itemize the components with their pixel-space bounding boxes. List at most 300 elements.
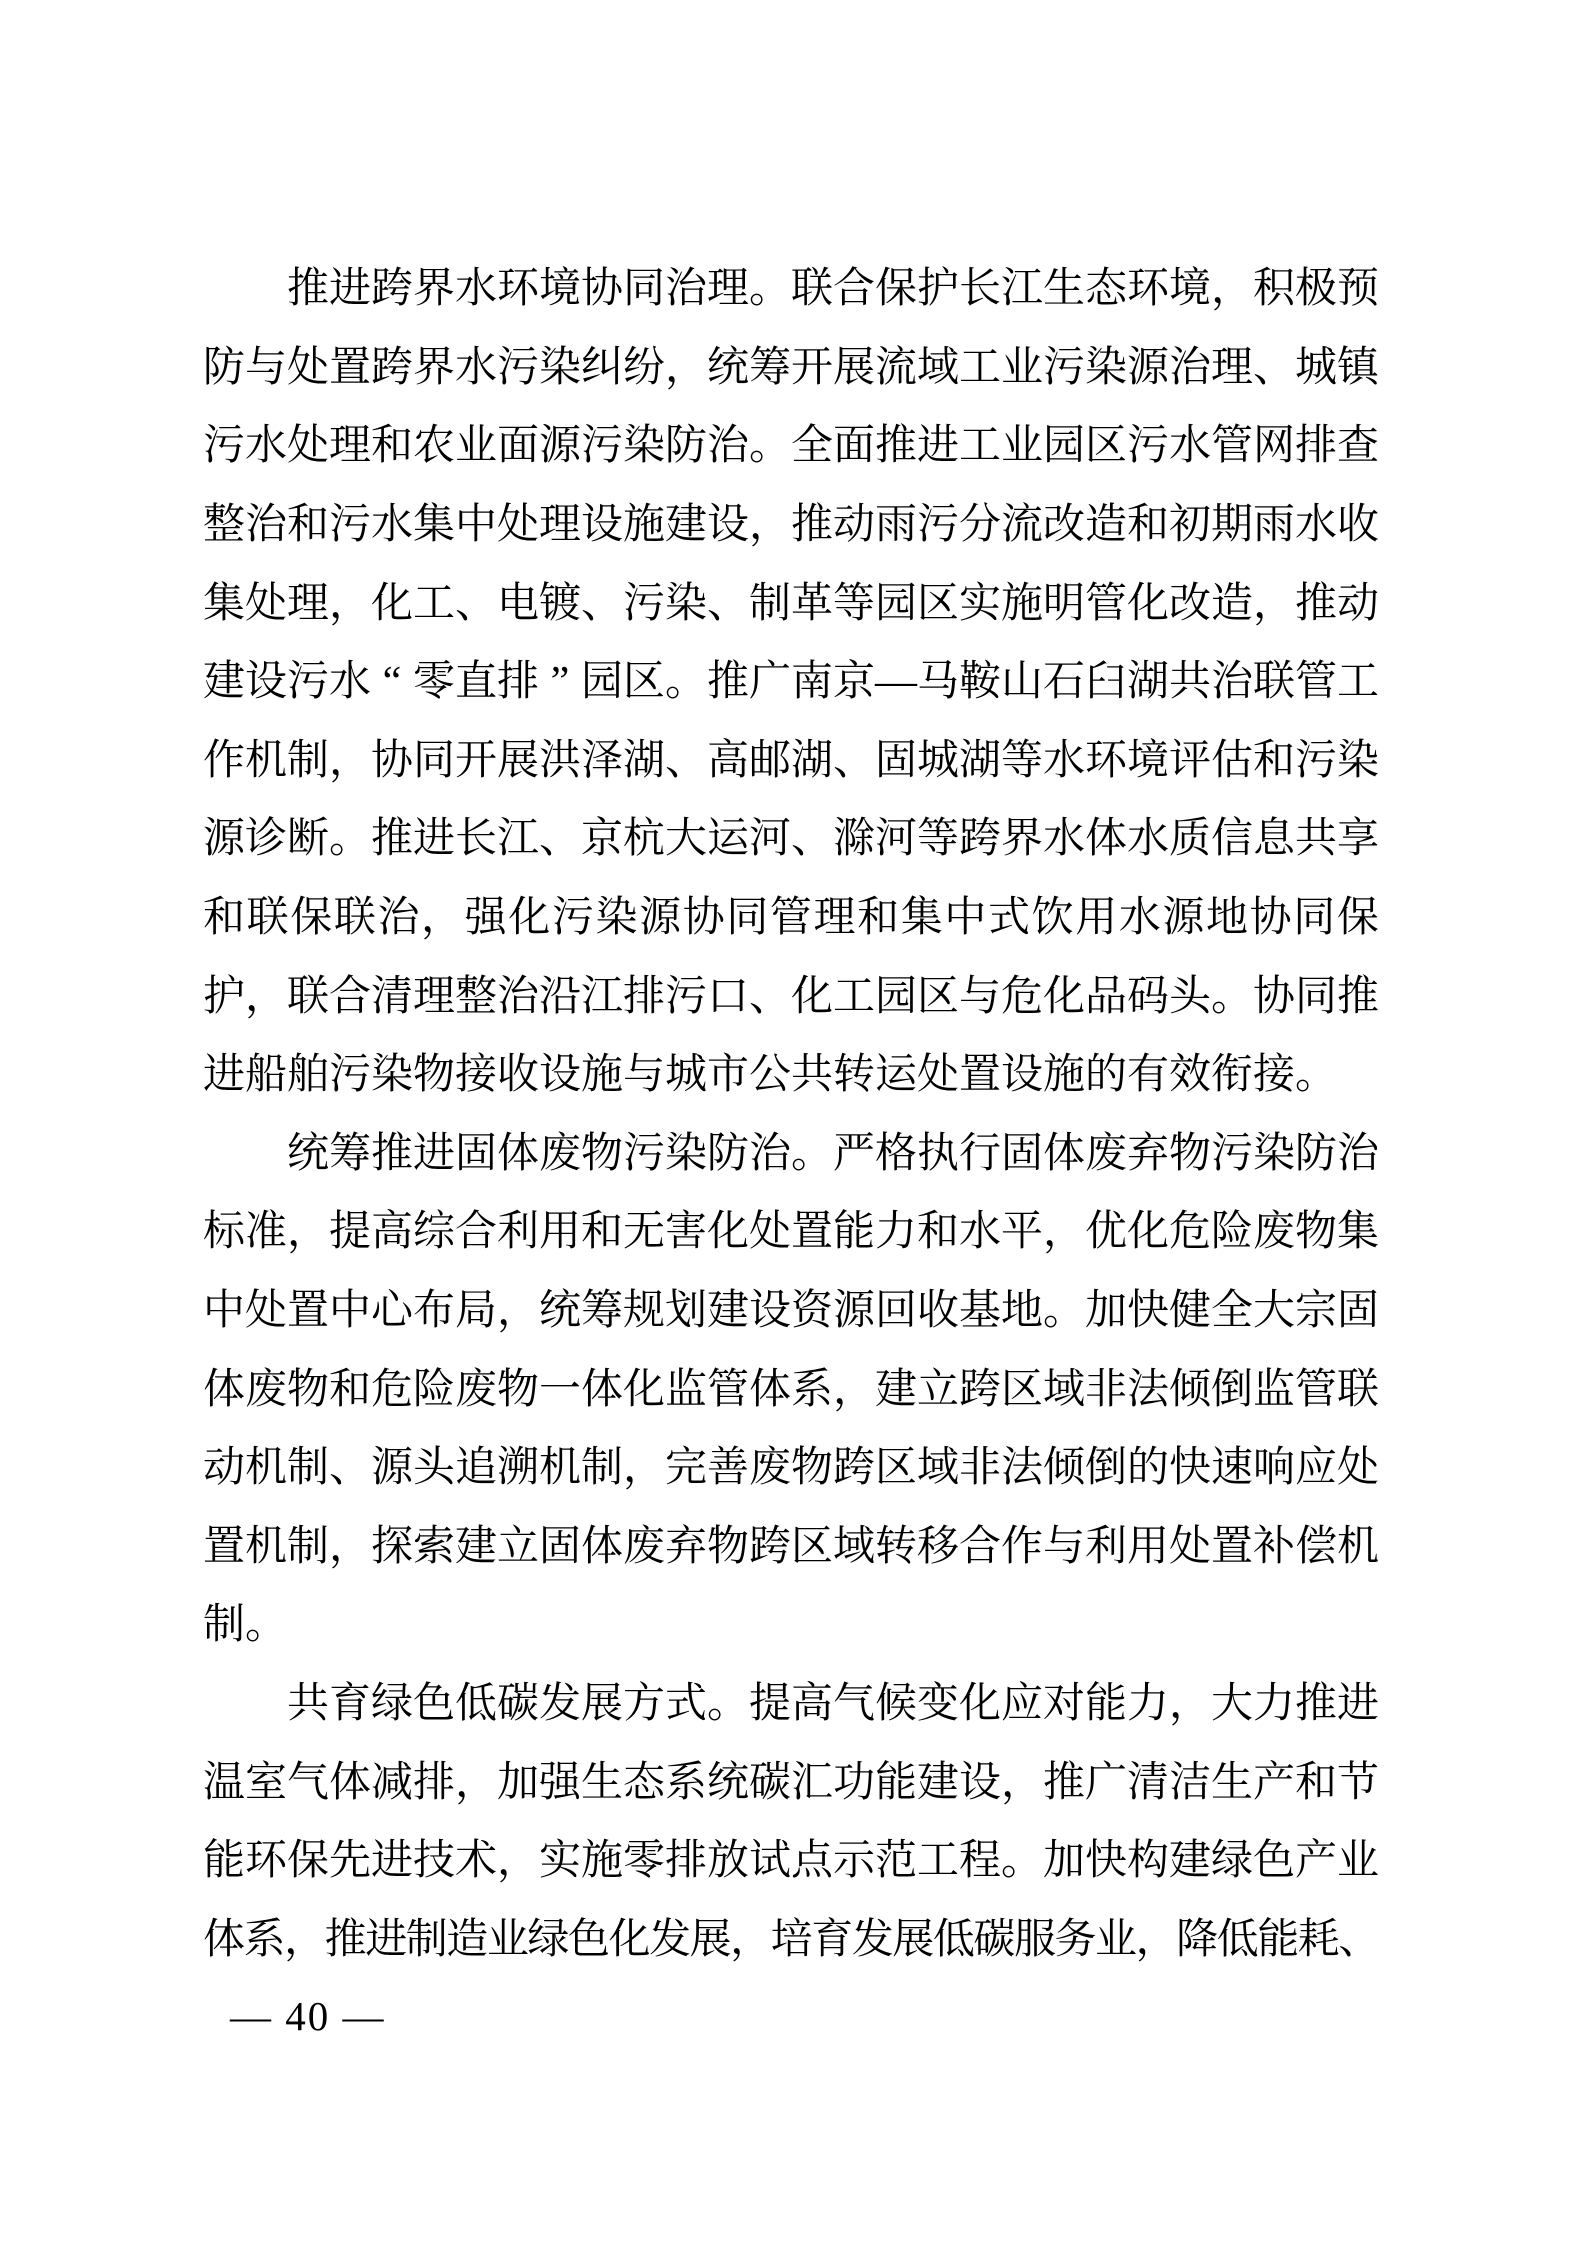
character-cell: 危 [371, 1366, 414, 1413]
character-cell: 区 [917, 580, 960, 627]
character-cell: 加 [1085, 1288, 1128, 1335]
character-cell: 态 [1085, 266, 1128, 313]
character-cell: 区 [1085, 423, 1128, 470]
character-cell: 南 [791, 659, 834, 706]
text-line [203, 1193, 1379, 1272]
character-cell: 固 [875, 737, 918, 784]
character-cell: 污 [623, 1130, 666, 1177]
character-cell: 清 [1127, 1759, 1170, 1806]
character-cell: 和 [371, 423, 414, 470]
character-cell: 园 [581, 659, 624, 706]
character-cell: 物 [287, 1366, 330, 1413]
character-cell: 快 [1085, 1838, 1128, 1885]
character-cell: 险 [413, 1366, 456, 1413]
character-cell: ， [497, 1838, 540, 1885]
character-cell: 试 [749, 1838, 792, 1885]
character-cell: 石 [1043, 659, 1086, 706]
character-cell: 与 [245, 344, 288, 391]
character-cell: 物 [707, 1523, 750, 1570]
character-cell: 制 [287, 1445, 330, 1492]
character-cell: 广 [749, 659, 792, 706]
character-cell: 口 [707, 973, 750, 1020]
character-cell: 固 [539, 1523, 582, 1570]
character-cell: 对 [1043, 1680, 1086, 1727]
character-cell: 索 [413, 1523, 456, 1570]
character-cell: ， [749, 502, 792, 549]
character-cell: 提 [749, 1680, 792, 1727]
character-cell: 收 [1337, 502, 1380, 549]
character-cell: 信 [1211, 816, 1254, 863]
character-cell: 优 [1085, 1209, 1128, 1256]
character-cell: 推 [371, 1130, 414, 1177]
character-cell: 舶 [287, 1052, 330, 1099]
character-cell: 、 [665, 737, 708, 784]
character-cell: ， [455, 1759, 498, 1806]
character-cell: 展 [581, 1680, 624, 1727]
character-cell: 建 [1169, 1838, 1212, 1885]
character-cell: 的 [1085, 1052, 1128, 1099]
character-cell: 山 [1001, 659, 1044, 706]
character-cell: 划 [665, 1288, 708, 1335]
character-cell: 污 [329, 502, 372, 549]
text-line [203, 1665, 1379, 1744]
character-cell: 进 [413, 816, 456, 863]
character-cell: 规 [623, 1288, 666, 1335]
character-cell: 作 [203, 737, 246, 784]
character-cell: 区 [623, 659, 666, 706]
character-cell: 保 [290, 895, 333, 942]
character-cell: 施 [581, 1838, 624, 1885]
paragraph [203, 1665, 1379, 1979]
character-cell: 防 [665, 423, 708, 470]
character-cell: 体 [1085, 816, 1128, 863]
character-cell: ， [1211, 266, 1254, 313]
character-cell: 沿 [539, 973, 582, 1020]
character-cell: 实 [539, 1838, 582, 1885]
character-cell: 分 [959, 502, 1002, 549]
character-cell: 联 [791, 266, 834, 313]
character-cell: 和 [581, 1209, 624, 1256]
character-cell: 减 [371, 1759, 414, 1806]
character-cell: 先 [329, 1838, 372, 1885]
character-cell: 染 [539, 344, 582, 391]
character-cell: 污 [1127, 423, 1170, 470]
character-cell: 筹 [749, 344, 792, 391]
character-cell: 造 [1085, 502, 1128, 549]
character-cell: 物 [581, 1130, 624, 1177]
character-cell: 化 [371, 580, 414, 627]
character-cell: 物 [497, 1366, 540, 1413]
character-cell: 期 [1211, 502, 1254, 549]
character-cell: 体 [329, 1759, 372, 1806]
character-cell: 明 [1043, 580, 1086, 627]
character-cell: 严 [833, 1130, 876, 1177]
text-line [203, 250, 1379, 329]
character-cell: 完 [665, 1445, 708, 1492]
character-cell: 综 [413, 1209, 456, 1256]
character-cell: 局 [455, 1288, 498, 1335]
character-cell: 、 [707, 580, 750, 627]
character-cell: 理 [539, 502, 582, 549]
character-cell: 立 [917, 1366, 960, 1413]
character-cell: 染 [595, 895, 638, 942]
character-cell: 动 [833, 502, 876, 549]
character-cell: 湖 [623, 737, 666, 784]
character-cell: 整 [203, 502, 246, 549]
character-cell: 加 [497, 1759, 540, 1806]
character-cell: 同 [1293, 895, 1336, 942]
character-cell: 协 [1253, 973, 1296, 1020]
character-cell: 碳 [497, 1680, 540, 1727]
character-cell: ， [284, 1916, 327, 1963]
character-cell: 同 [1295, 973, 1338, 1020]
character-cell: 邮 [749, 737, 792, 784]
text-line [203, 1900, 1379, 1979]
character-cell: 培 [770, 1916, 813, 1963]
body-text [203, 250, 1379, 1979]
character-cell: 废 [539, 1130, 582, 1177]
character-cell: 。 [1001, 1838, 1044, 1885]
character-cell: ， [287, 1209, 330, 1256]
character-cell: 水 [959, 1209, 1002, 1256]
character-cell: 等 [833, 580, 876, 627]
character-cell: 运 [875, 1052, 918, 1099]
character-cell: 强 [539, 1759, 582, 1806]
character-cell: 染 [1337, 737, 1380, 784]
character-cell: 、 [833, 737, 876, 784]
character-cell: 进 [365, 1916, 408, 1963]
character-cell: 提 [329, 1209, 372, 1256]
character-cell: 展 [497, 737, 540, 784]
character-cell: 补 [1253, 1523, 1296, 1570]
character-cell: 。 [665, 659, 708, 706]
character-cell: 处 [287, 423, 330, 470]
character-cell: 管 [707, 1366, 750, 1413]
character-cell: 绿 [1211, 1838, 1254, 1885]
character-cell: 。 [707, 1680, 750, 1727]
character-cell: 无 [623, 1209, 666, 1256]
character-cell: 协 [682, 895, 725, 942]
character-cell: 监 [665, 1366, 708, 1413]
character-cell: 区 [917, 973, 960, 1020]
character-cell: 体 [1043, 1130, 1086, 1177]
character-cell: 大 [1253, 1288, 1296, 1335]
character-cell: 育 [329, 1680, 372, 1727]
character-cell: ， [623, 1445, 666, 1492]
character-cell: 进 [371, 1838, 414, 1885]
character-cell: 中 [455, 502, 498, 549]
character-cell: 应 [1001, 1680, 1044, 1727]
character-cell: 能 [875, 1759, 918, 1806]
character-cell: 非 [1085, 1366, 1128, 1413]
character-cell: 同 [413, 737, 456, 784]
character-cell: 推 [1337, 973, 1380, 1020]
character-cell: 制 [405, 1916, 448, 1963]
character-cell: 极 [1295, 266, 1338, 313]
character-cell: 染 [665, 580, 708, 627]
character-cell: 地 [1001, 1288, 1044, 1335]
character-cell: 温 [203, 1759, 246, 1806]
character-cell: ， [1135, 1916, 1178, 1963]
character-cell: 生 [581, 1759, 624, 1806]
character-cell: 和 [1127, 502, 1170, 549]
text-line [203, 1586, 1379, 1665]
character-cell: 宗 [1295, 1288, 1338, 1335]
character-cell: 的 [1127, 1445, 1170, 1492]
character-cell: 共 [287, 1680, 330, 1727]
text-line [203, 407, 1379, 486]
character-cell: 和 [1253, 737, 1296, 784]
character-cell: 构 [1127, 1838, 1170, 1885]
character-cell: 水 [1043, 737, 1086, 784]
character-cell: 制 [203, 1602, 246, 1649]
text-line [203, 1429, 1379, 1508]
character-cell: 设 [581, 502, 624, 549]
character-cell: 体 [203, 1366, 246, 1413]
character-cell: 、 [1253, 344, 1296, 391]
character-cell: 应 [1295, 1445, 1338, 1492]
character-cell: 术 [455, 1838, 498, 1885]
character-cell: 集 [900, 895, 943, 942]
character-cell: 示 [833, 1838, 876, 1885]
character-cell: 排 [623, 973, 666, 1020]
character-cell: 京 [833, 659, 876, 706]
character-cell: 染 [1253, 1130, 1296, 1177]
character-cell: 快 [1127, 1288, 1170, 1335]
character-cell: 广 [1085, 1759, 1128, 1806]
character-cell: 快 [1169, 1445, 1212, 1492]
character-cell: 设 [245, 659, 288, 706]
character-cell: 置 [287, 1288, 330, 1335]
character-cell: 染 [665, 1130, 708, 1177]
character-cell: 态 [623, 1759, 666, 1806]
character-cell: 和 [857, 895, 900, 942]
character-cell: 废 [455, 1366, 498, 1413]
character-cell: 放 [707, 1838, 750, 1885]
character-cell: 险 [1211, 1209, 1254, 1256]
character-cell: ， [1001, 1759, 1044, 1806]
character-cell: 统 [287, 1130, 330, 1177]
character-cell: 机 [245, 737, 288, 784]
character-cell: 利 [497, 1209, 540, 1256]
character-cell: 评 [1169, 737, 1212, 784]
character-cell: 合 [329, 973, 372, 1020]
character-cell: 工 [833, 973, 876, 1020]
character-cell: 查 [1337, 423, 1380, 470]
character-cell: 废 [749, 1445, 792, 1492]
character-cell: 长 [959, 266, 1002, 313]
character-cell: 置 [1211, 1523, 1254, 1570]
character-cell: 施 [1001, 580, 1044, 627]
character-cell: 健 [1169, 1288, 1212, 1335]
character-cell: 直 [455, 659, 498, 706]
character-cell: 色 [567, 1916, 610, 1963]
character-cell: 物 [791, 1445, 834, 1492]
character-cell: 湖 [959, 737, 1002, 784]
character-cell: 污 [917, 502, 960, 549]
character-cell: 格 [875, 1130, 918, 1177]
character-cell: 开 [455, 737, 498, 784]
character-cell: 治 [749, 1130, 792, 1177]
character-cell: 环 [245, 1838, 288, 1885]
character-cell: 心 [371, 1288, 414, 1335]
character-cell: 法 [1127, 1366, 1170, 1413]
character-cell: 污 [203, 423, 246, 470]
character-cell: 区 [875, 1445, 918, 1492]
character-cell: 合 [455, 1209, 498, 1256]
character-cell: 建 [707, 1288, 750, 1335]
character-cell: 水 [245, 423, 288, 470]
character-cell: 废 [1253, 1209, 1296, 1256]
character-cell: 式 [987, 895, 1030, 942]
character-cell: 估 [1211, 737, 1254, 784]
character-cell: 、 [539, 816, 582, 863]
character-cell: ， [665, 344, 708, 391]
character-cell: 建 [203, 659, 246, 706]
character-cell: 点 [791, 1838, 834, 1885]
character-cell: 网 [1253, 423, 1296, 470]
character-cell: 色 [1253, 1838, 1296, 1885]
character-cell: 倾 [1169, 1366, 1212, 1413]
character-cell: 园 [1043, 423, 1086, 470]
character-cell: 追 [455, 1445, 498, 1492]
character-cell: 工 [917, 1838, 960, 1885]
character-cell: 力 [1127, 1680, 1170, 1727]
character-cell: 改 [1043, 502, 1086, 549]
character-cell: 推 [707, 659, 750, 706]
character-cell: 合 [833, 266, 876, 313]
character-cell: 、 [1338, 1916, 1381, 1963]
character-cell: 建 [665, 502, 708, 549]
character-cell: 跨 [959, 816, 1002, 863]
character-cell: 管 [1295, 1366, 1338, 1413]
character-cell: 中 [329, 1288, 372, 1335]
character-cell: 力 [875, 1209, 918, 1256]
character-cell: 界 [413, 344, 456, 391]
character-cell: 江 [581, 973, 624, 1020]
character-cell: 染 [1085, 344, 1128, 391]
character-cell: 进 [1337, 1680, 1380, 1727]
character-cell: 工 [413, 580, 456, 627]
character-cell: 工 [959, 423, 1002, 470]
character-cell: 非 [959, 1445, 1002, 1492]
character-cell: 合 [959, 1523, 1002, 1570]
character-cell: 用 [1075, 895, 1118, 942]
character-cell: 化 [623, 1366, 666, 1413]
character-cell: 转 [875, 1523, 918, 1570]
character-cell: 筹 [329, 1130, 372, 1177]
character-cell: 危 [1001, 973, 1044, 1020]
character-cell: 发 [539, 1680, 582, 1727]
character-cell: 同 [623, 266, 666, 313]
character-cell: 污 [329, 1052, 372, 1099]
character-cell: 杭 [623, 816, 666, 863]
character-cell: 工 [959, 344, 1002, 391]
character-cell: 。 [749, 266, 792, 313]
character-cell: 速 [1211, 1445, 1254, 1492]
character-cell: 准 [245, 1209, 288, 1256]
character-cell: 倾 [1043, 1445, 1086, 1492]
character-cell: 共 [1295, 816, 1338, 863]
character-cell: 纠 [581, 344, 624, 391]
character-cell: 基 [959, 1288, 1002, 1335]
character-cell: 治 [377, 895, 420, 942]
character-cell: 积 [1253, 266, 1296, 313]
character-cell: 农 [413, 423, 456, 470]
character-cell: 推 [287, 266, 330, 313]
character-cell: 用 [1127, 1523, 1170, 1570]
character-cell: 处 [245, 1288, 288, 1335]
character-cell: 低 [1216, 1916, 1259, 1963]
character-cell: 一 [539, 1366, 582, 1413]
character-cell: 联 [287, 973, 330, 1020]
character-cell: 治 [1337, 1130, 1380, 1177]
character-cell: 能 [1085, 1680, 1128, 1727]
character-cell: 源 [203, 816, 246, 863]
text-line [203, 329, 1379, 408]
character-cell: 推 [324, 1916, 367, 1963]
character-cell: 马 [917, 659, 960, 706]
text-line [203, 800, 1379, 879]
character-cell: 倒 [1211, 1366, 1254, 1413]
character-cell: 气 [287, 1759, 330, 1806]
character-cell: 环 [497, 266, 540, 313]
character-cell: 理 [813, 895, 856, 942]
character-cell: 工 [1337, 659, 1380, 706]
character-cell: 高 [707, 737, 750, 784]
text-line [203, 1036, 1379, 1115]
character-cell: 化 [791, 973, 834, 1020]
character-cell: 处 [1337, 1445, 1380, 1492]
character-cell: 力 [1253, 1680, 1296, 1727]
character-cell: 用 [539, 1209, 582, 1256]
character-cell: 加 [1043, 1838, 1086, 1885]
text-line [203, 722, 1379, 801]
character-cell: 。 [1211, 973, 1254, 1020]
character-cell: 进 [329, 266, 372, 313]
character-cell: 物 [1169, 1130, 1212, 1177]
character-cell: 与 [1043, 1523, 1086, 1570]
character-cell: 。 [749, 423, 792, 470]
character-cell: 业 [1095, 1916, 1138, 1963]
character-cell: 与 [959, 973, 1002, 1020]
character-cell: 利 [1085, 1523, 1128, 1570]
character-cell: 。 [791, 1130, 834, 1177]
character-cell: 享 [1337, 816, 1380, 863]
character-cell: 害 [665, 1209, 708, 1256]
character-cell: 理 [329, 423, 372, 470]
character-cell: 和 [287, 502, 330, 549]
character-cell: 倒 [1085, 1445, 1128, 1492]
character-cell: 色 [413, 1680, 456, 1727]
character-cell: ， [421, 895, 464, 942]
character-cell: 置 [329, 344, 372, 391]
character-cell: 集 [203, 580, 246, 627]
character-cell: 源 [1127, 344, 1170, 391]
character-cell: 码 [1127, 973, 1170, 1020]
character-cell: 污 [1295, 737, 1338, 784]
character-cell: 江 [1001, 266, 1044, 313]
character-cell: 降 [1176, 1916, 1219, 1963]
character-cell: 能 [203, 1838, 246, 1885]
character-cell: 化 [1043, 973, 1086, 1020]
character-cell: 发 [851, 1916, 894, 1963]
character-cell: 造 [446, 1916, 489, 1963]
character-cell: 移 [917, 1523, 960, 1570]
character-cell: 系 [791, 1366, 834, 1413]
character-cell: 界 [413, 266, 456, 313]
character-cell: 集 [1337, 1209, 1380, 1256]
